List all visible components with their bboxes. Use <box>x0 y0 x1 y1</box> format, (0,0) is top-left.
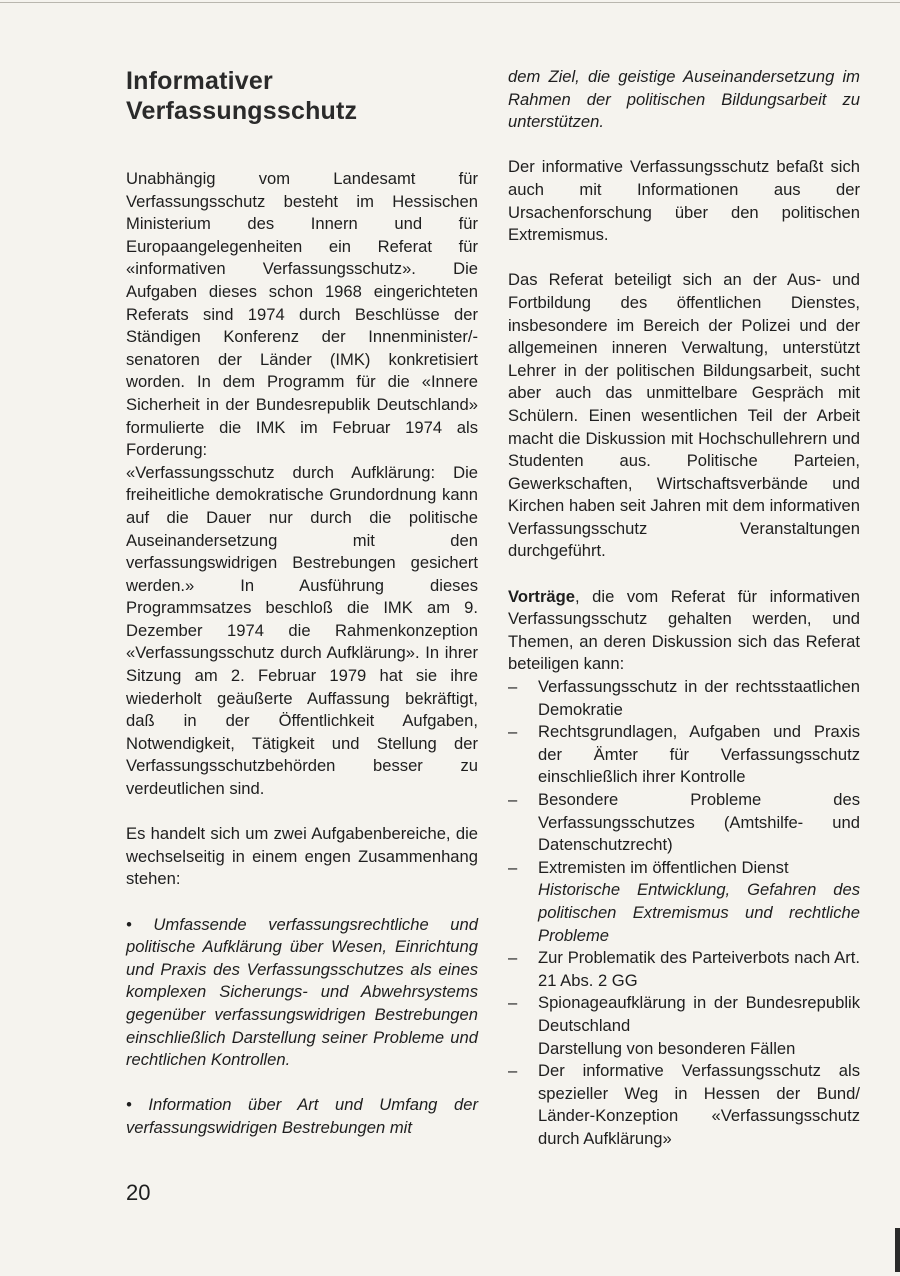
bullet-item-1: • Umfassende verfassungsrechtliche und politische Aufklärung über Wesen, Einrichtung und Praxis des Verfassungsschutzes als eines komplexen Sicherungs- und Abwehrsystems gegenüber verfassungswidrigen Bestrebungen einschließlich Darstellung seiner Probleme und rechtlichen Kontrollen. <box>126 914 478 1070</box>
lead-rest: , die vom Referat für informativen Verfassungsschutz gehalten werden, und Themen, an deren Diskussion sich das Referat beteiligen kann: <box>508 586 860 674</box>
lead-word: Vorträge <box>508 586 576 606</box>
page-title <box>126 66 478 126</box>
topic-item: – Verfassungsschutz in der rechtsstaatlichen Demokratie <box>508 676 860 721</box>
topic-item-subtitle: Darstellung von besonderen Fällen <box>538 1038 796 1058</box>
topic-item: – Besondere Probleme des Verfassungsschutzes (Amtshilfe- und Datenschutzrecht) <box>508 789 860 857</box>
title-line-1: Informativer <box>126 67 273 95</box>
top-edge-line <box>0 2 900 3</box>
scan-edge-mark <box>895 1228 900 1272</box>
topic-item <box>508 992 860 1060</box>
topic-item: – Rechtsgrundlagen, Aufgaben und Praxis der Ämter für Verfassungsschutz einschließlich ihrer Kontrolle <box>508 721 860 789</box>
right-paragraph-3 <box>508 586 860 676</box>
left-column <box>126 66 478 1140</box>
right-paragraph-1: Der informative Verfassungsschutz befaßt sich auch mit Informationen aus der Ursachenforschung über den politischen Extremismus. <box>508 157 860 245</box>
topic-item <box>508 857 860 947</box>
topic-item-subtitle: Historische Entwicklung, Gefahren des politischen Extremismus und rechtliche Probleme <box>538 880 860 945</box>
right-paragraph-2: Das Referat beteiligt sich an der Aus- und Fortbildung des öffentlichen Dienstes, insbesondere im Bereich der Polizei und der allgemeinen inneren Verwaltung, unterstützt Lehrer in der politischen Bildungsarbeit, sucht aber auch das unmittelbare Gespräch mit Schülern. Einen wesentlichen Teil der Arbeit macht die Diskussion mit Hochschullehrern und Studenten aus. Politische Parteien, Gewerkschaften, Wirtschaftsverbände und Kirchen haben seit Jahren mit dem informativen Verfassungsschutz Veranstaltungen durchgeführt. <box>508 270 860 561</box>
page-number: 20 <box>126 1180 151 1205</box>
title-line-2: Verfassungsschutz <box>126 97 358 125</box>
left-paragraph-2: «Verfassungsschutz durch Aufklärung: Die freiheitliche demokratische Grundordnung kann auf die Dauer nur durch die politische Auseinandersetzung mit den verfassungswidrigen Bestrebungen gesichert werden.» In Ausführung dieses Programmsatzes beschloß die IMK am 9. Dezember 1974 die Rahmenkonzeption «Verfassungsschutz durch Aufklärung». In ihrer Sitzung am 2. Februar 1979 hat sie ihre wiederholt geäußerte Auffassung bekräftigt, daß in der Öffentlichkeit Aufgaben, Notwendigkeit, Tätigkeit und Stellung der Verfassungsschutzbehörden besser zu verdeutlichen sind. <box>126 462 478 799</box>
topic-item-title: – Spionageaufklärung in der Bundesrepublik Deutschland <box>538 993 860 1035</box>
topic-list <box>508 676 860 1150</box>
topic-item: – Zur Problematik des Parteiverbots nach Art. 21 Abs. 2 GG <box>508 947 860 992</box>
left-paragraph-1: Unabhängig vom Landesamt für Verfassungsschutz besteht im Hessischen Ministerium des Innern und für Europaangelegenheiten ein Referat für «informativen Verfassungsschutz». Die Aufgaben dieses schon 1968 eingerichteten Referats sind 1974 durch Beschlüsse der Ständigen Konferenz der Innenminister/-senatoren der Länder (IMK) konkretisiert worden. In dem Programm für die «Innere Sicherheit in der Bundesrepublik Deutschland» formulierte die IMK im Februar 1974 als Forderung: <box>126 169 478 460</box>
topic-item-title: – Extremisten im öffentlichen Dienst <box>538 857 789 877</box>
left-paragraph-3: Es handelt sich um zwei Aufgabenbereiche, die wechselseitig in einem engen Zusammenhang stehen: <box>126 824 478 889</box>
right-column <box>508 66 860 1151</box>
bullet-item-2: • Information über Art und Umfang der verfassungswidrigen Bestrebungen mit <box>126 1095 478 1137</box>
topic-item: – Der informative Verfassungsschutz als spezieller Weg in Hessen der Bund/ Länder-Konzeption «Verfassungsschutz durch Aufklärung» <box>508 1060 860 1150</box>
right-continuation: dem Ziel, die geistige Auseinandersetzung im Rahmen der politischen Bildungsarbeit zu unterstützen. <box>508 67 860 132</box>
